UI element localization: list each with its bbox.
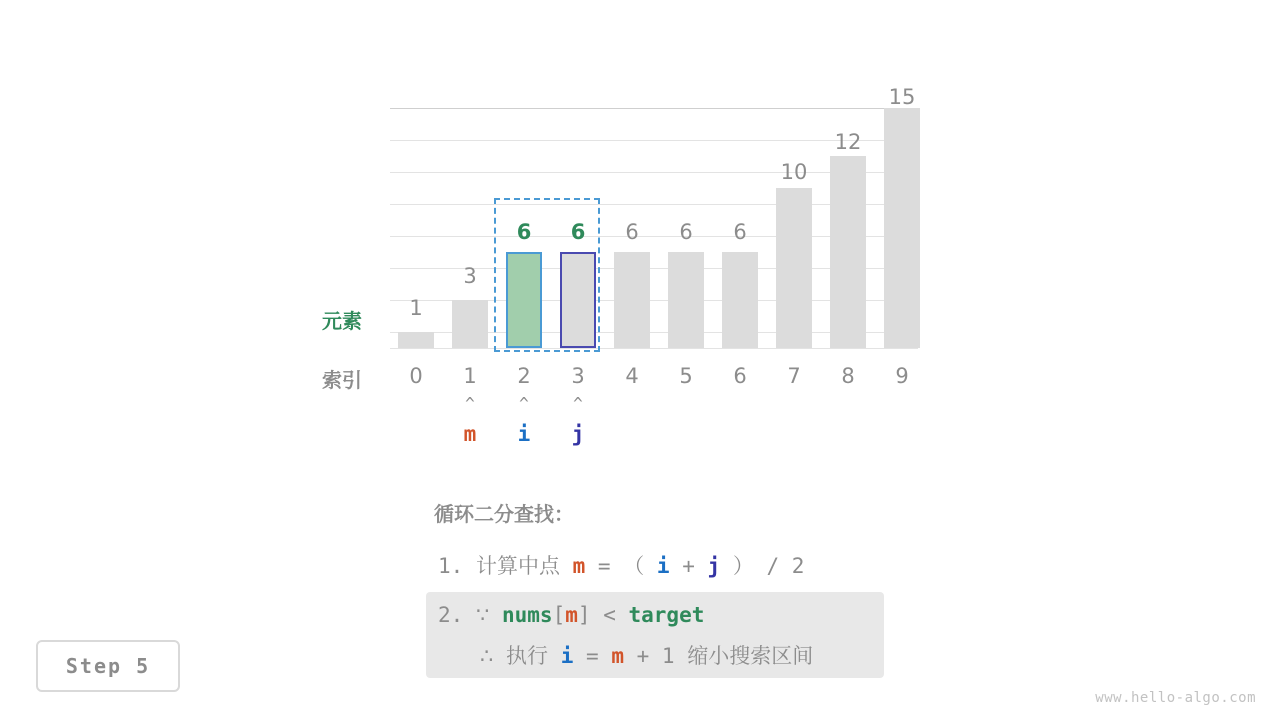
index-2: 2 <box>517 364 531 388</box>
bar-2 <box>506 252 542 348</box>
caption-step-1 <box>438 550 804 580</box>
index-1: 1 <box>463 364 477 388</box>
step1-token-i: i <box>656 554 670 578</box>
bar-value-8: 12 <box>834 130 862 154</box>
step2-lt: < <box>603 603 616 627</box>
bar-value-1: 3 <box>463 264 477 288</box>
bar-value-2: 6 <box>516 220 532 244</box>
step2-token-nums: nums <box>501 603 553 627</box>
step1-div: / 2 <box>766 554 805 578</box>
step2-plus-one: + 1 <box>636 644 675 668</box>
bar-7 <box>776 188 812 348</box>
step2-token-target: target <box>628 603 705 627</box>
axis-label-index: 索引 <box>322 368 362 392</box>
step2-number: 2. <box>438 603 464 627</box>
step1-token-j: j <box>707 554 721 578</box>
index-3: 3 <box>571 364 585 388</box>
bar-value-3: 6 <box>570 220 586 244</box>
bar-value-5: 6 <box>679 220 693 244</box>
bar-value-0: 1 <box>409 296 423 320</box>
caption-step-2-line-1 <box>438 603 704 627</box>
step2-token-m: m <box>565 603 578 627</box>
pointer-j: j <box>571 422 585 446</box>
index-4: 4 <box>625 364 639 388</box>
bar-8 <box>830 156 866 348</box>
index-9: 9 <box>895 364 909 388</box>
bar-4 <box>614 252 650 348</box>
step1-paren-close: ） <box>732 554 754 578</box>
bar-value-4: 6 <box>625 220 639 244</box>
bar-5 <box>668 252 704 348</box>
axis-label-element: 元素 <box>322 309 362 333</box>
bar-value-6: 6 <box>733 220 747 244</box>
index-6: 6 <box>733 364 747 388</box>
step2-eq: = <box>586 644 599 668</box>
step2-tail: 缩小搜索区间 <box>687 644 814 668</box>
pointer-i: i <box>517 422 531 446</box>
watermark: www.hello-algo.com <box>1095 690 1256 706</box>
step-badge: Step 5 <box>36 640 180 692</box>
bar-9 <box>884 108 920 348</box>
caret-m-icon: ^ <box>465 394 475 413</box>
step2-exec: 执行 <box>506 644 549 668</box>
caret-j-icon: ^ <box>573 394 583 413</box>
step2-token-m2: m <box>611 644 624 668</box>
pointer-m: m <box>463 422 477 446</box>
index-0: 0 <box>409 364 423 388</box>
index-8: 8 <box>841 364 855 388</box>
bar-value-9: 15 <box>888 85 916 109</box>
caption-title: 循环二分查找： <box>434 502 574 526</box>
bar-3 <box>560 252 596 348</box>
step1-number: 1. <box>438 554 464 578</box>
step1-plus: + <box>682 554 695 578</box>
step2-because-symbol: ∵ <box>475 603 490 627</box>
step2-bracket-open: [ <box>552 603 566 627</box>
index-5: 5 <box>679 364 693 388</box>
bar-6 <box>722 252 758 348</box>
step2-therefore-symbol: ∴ <box>480 644 494 668</box>
step2-token-i: i <box>560 644 574 668</box>
bar-value-7: 10 <box>780 160 808 184</box>
caption-step-2-line-2 <box>480 640 813 670</box>
gridline-0 <box>390 348 918 349</box>
bar-0 <box>398 332 434 348</box>
index-7: 7 <box>787 364 801 388</box>
step2-bracket-close: ] <box>577 603 591 627</box>
step1-token-m: m <box>572 554 586 578</box>
bar-1 <box>452 300 488 348</box>
step1-paren-open: （ <box>623 554 645 578</box>
step1-eq: = <box>597 554 611 578</box>
step1-text: 计算中点 <box>475 554 560 578</box>
caret-i-icon: ^ <box>519 394 529 413</box>
